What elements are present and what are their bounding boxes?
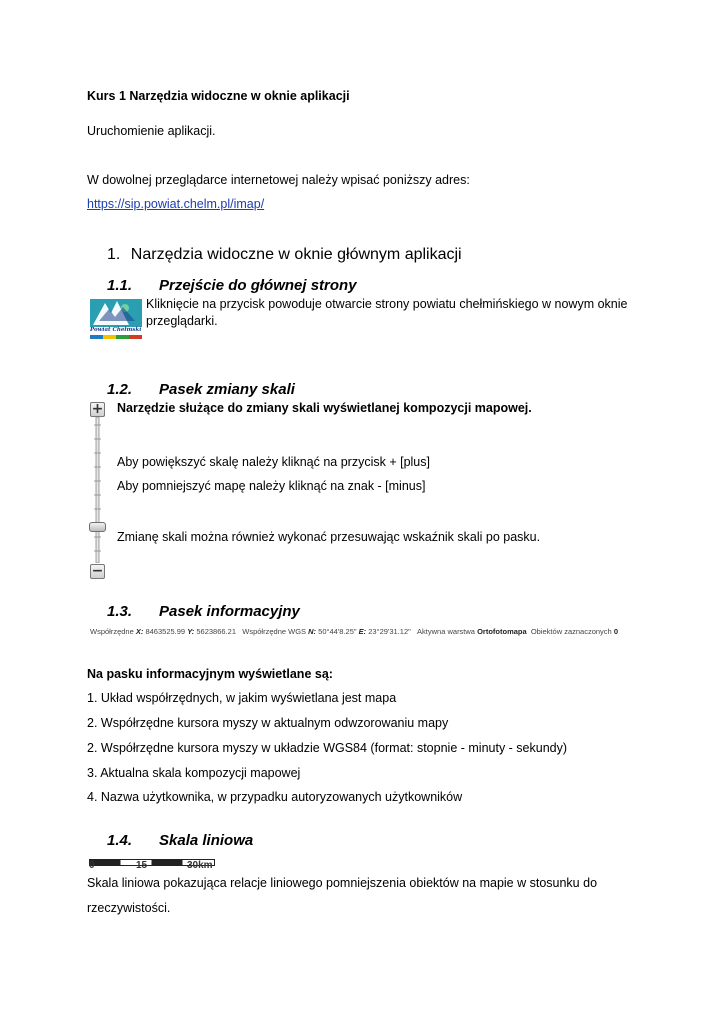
info-list-item: 3. Aktualna skala kompozycji mapowej [87,766,301,780]
zoom-in-button[interactable]: + [91,401,104,417]
section-1-3-title: Pasek informacyjny [159,603,300,620]
logo-caption: Powiat Chełmski [90,327,142,333]
section-1-2-number: 1.2. [107,381,133,398]
active-layer-label: Aktywna warstwa [417,627,475,636]
e-value: 23°29'31.12" [368,627,411,636]
section-1-1-title: Przejście do głównej strony [159,277,357,294]
scale-description-line-2: rzeczywistości. [87,901,171,915]
x-value: 8463525.99 [145,627,186,636]
active-layer-value: Ortofotomapa [477,627,527,636]
launch-text: Uruchomienie aplikacji. [87,124,216,138]
zoom-track-graphic [93,417,102,563]
info-list-item: 2. Współrzędne kursora myszy w układzie WGS84 (format: stopnie - minuty - sekundy) [87,741,568,755]
n-label: N: [308,627,317,636]
section-1-1-number: 1.1. [107,277,133,294]
scale-label-30km: 30km [187,860,213,871]
linear-scale-bar [89,853,215,860]
section-1-4-title: Skala liniowa [159,832,254,849]
wgs-label: Współrzędne WGS [242,627,307,636]
info-bar [90,627,642,636]
section-1-heading [107,246,462,264]
section-1-3-heading [107,603,300,620]
section-1-1-heading [107,277,357,294]
info-list-heading: Na pasku informacyjnym wyświetlane są: [87,667,333,681]
section-1-2-title: Pasek zmiany skali [159,381,295,398]
course-title: Kurs 1 Narzędzia widoczne w oknie aplikacji [87,89,350,103]
x-label: X: [135,627,144,636]
coords-label: Współrzędne [90,627,134,636]
section-1-title: Narzędzia widoczne w oknie głównym aplikacji [130,246,462,263]
powiat-logo-icon [89,297,143,342]
info-list-item: 2. Współrzędne kursora myszy w aktualnym odwzorowaniu mapy [87,716,449,730]
e-label: E: [358,627,367,636]
scale-label-15: 15 [136,860,148,871]
selected-objects-value: 0 [613,627,618,636]
home-page-logo-button[interactable] [89,297,143,342]
section-1-1-text: Kliknięcie na przycisk powoduje otwarcie strony powiatu chełmińskiego w nowym oknie przeglądarki. [146,297,628,328]
zoom-in-instruction: Aby powiększyć skalę należy kliknąć na przycisk + [plus] [117,455,430,469]
section-1-4-number: 1.4. [107,832,133,849]
info-list-item: 1. Układ współrzędnych, w jakim wyświetlana jest mapa [87,691,397,705]
zoom-slider-track[interactable] [93,417,102,563]
zoom-out-button[interactable]: − [91,563,104,579]
section-1-3-number: 1.3. [107,603,133,620]
selected-objects-label: Obiektów zaznaczonych [530,627,612,636]
instruction-text: W dowolnej przeglądarce internetowej należy wpisać poniższy adres: [87,173,470,187]
scale-description-line-1: Skala liniowa pokazująca relacje liniowego pomniejszenia obiektów na mapie w stosunku do [87,876,598,890]
section-1-2-heading [107,381,295,398]
info-list-item: 4. Nazwa użytkownika, w przypadku autoryzowanych użytkowników [87,790,463,804]
app-url-link[interactable]: https://sip.powiat.chelm.pl/imap/ [87,197,265,211]
scale-label-0: 0 [89,860,95,871]
zoom-slider-handle[interactable] [89,522,106,532]
n-value: 50°44'8.25" [318,627,357,636]
y-value: 5623866.21 [196,627,236,636]
y-label: Y: [187,627,195,636]
section-1-4-heading [107,832,253,849]
zoom-out-instruction: Aby pomniejszyć mapę należy kliknąć na znak - [minus] [117,479,426,493]
zoom-slider-instruction: Zmianę skali można również wykonać przesuwając wskaźnik skali po pasku. [117,530,541,544]
section-1-number: 1. [107,246,121,263]
section-1-2-lead: Narzędzie służące do zmiany skali wyświetlanej kompozycji mapowej. [117,401,532,415]
